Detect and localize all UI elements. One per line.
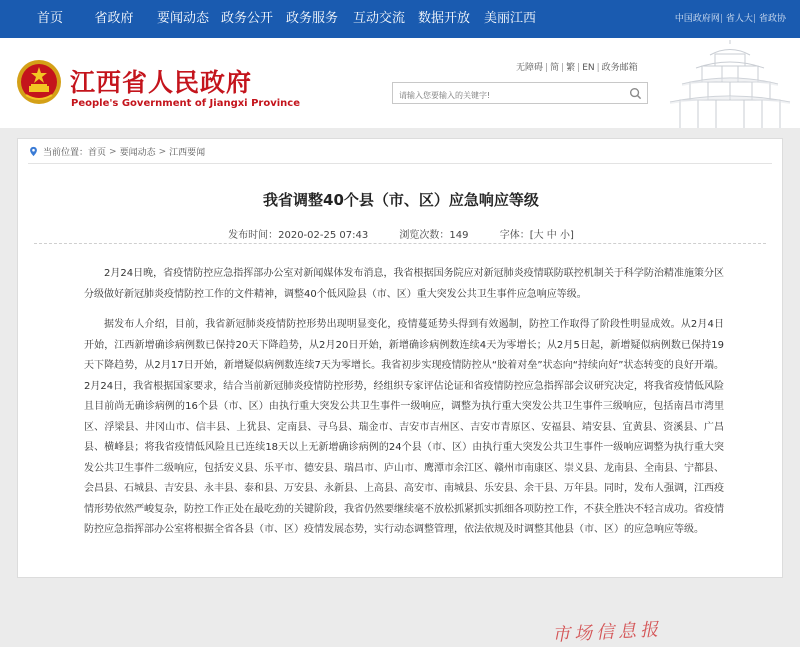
search-icon [629, 87, 642, 100]
nav-item-beautiful-jiangxi[interactable]: 美丽江西 [483, 11, 536, 26]
link-gov-mail[interactable]: 政务邮箱 [601, 63, 638, 73]
national-emblem-icon [16, 59, 62, 105]
article-body [84, 264, 724, 551]
link-simplified[interactable]: 简 [550, 63, 560, 73]
search-input[interactable] [393, 86, 617, 106]
top-right-links: 中国政府网| 省人大| 省政协 [674, 14, 786, 24]
breadcrumb-prefix: 当前位置： [43, 148, 89, 158]
link-provincial-congress[interactable]: 省人大 [725, 14, 753, 24]
search-box [392, 82, 648, 104]
article-title: 我省调整40个县（市、区）应急响应等级 [263, 191, 539, 209]
nav-item-news[interactable]: 要闻动态 [156, 11, 209, 26]
nav-item-home[interactable]: 首页 [36, 11, 63, 26]
location-pin-icon [28, 146, 39, 157]
nav-item-open-data[interactable]: 数据开放 [417, 11, 470, 26]
breadcrumb: 当前位置： 首页 > 要闻动态 > 江西要闻 [28, 145, 205, 158]
nav-item-interaction[interactable]: 互动交流 [352, 11, 405, 26]
article-paragraph: 2月24日晚，省疫情防控应急指挥部办公室对新闻媒体发布消息，我省根据国务院应对新冠肺炎疫情联防联控机制关于科学防治精准施策分区分级做好新冠肺炎疫情防控工作的文件精神，调整40个低风险县（市、区）重大突发公共卫生事件应急响应等级。 [84, 268, 724, 300]
font-size-control[interactable]: 字体：[大 中 小] [499, 230, 574, 241]
newspaper-watermark: 市场信息报 [551, 619, 663, 646]
link-traditional[interactable]: 繁 [566, 63, 576, 73]
nav-item-services[interactable]: 政务服务 [285, 11, 338, 26]
view-count: 浏览次数：149 [399, 230, 469, 241]
top-navigation [0, 0, 800, 38]
article-card [17, 138, 783, 646]
breadcrumb-jiangxi-news[interactable]: 江西要闻 [169, 148, 206, 158]
article-meta [18, 226, 784, 241]
link-accessibility[interactable]: 无障碍 [516, 63, 544, 73]
site-subtitle: People's Government of Jiangxi Province [71, 98, 300, 109]
link-china-gov[interactable]: 中国政府网 [674, 14, 720, 24]
meta-divider [34, 243, 766, 244]
publish-time: 发布时间：2020-02-25 07:43 [228, 230, 369, 241]
breadcrumb-news[interactable]: 要闻动态 [119, 148, 156, 158]
breadcrumb-home[interactable]: 首页 [88, 148, 107, 158]
tengwang-pavilion-illustration [660, 40, 800, 128]
article-paragraph: 据发布人介绍，目前，我省新冠肺炎疫情防控形势出现明显变化，疫情蔓延势头得到有效遏制，防控工作取得了阶段性明显成效。从2月4日开始，江西新增确诊病例数已保持20天下降趋势，从2月20日开始，新增确诊病例数连续4天为零增长；从2月5日起，新增疑似病例数已保持19天下降趋势，从2月17日开始，新增疑似病例数连续7天为零增长。我省初步实现疫情防控从“胶着对垒”状态向“持续向好”状态转变的良好开端。2月24日，我省根据国家要求，结合当前新冠肺炎疫情防控形势，经组织专家评估论证和省疫情防控应急指挥部会议研究决定，将我省疫情低风险且目前尚无确诊病例的16个县（市、区）由执行重大突发公共卫生事件一级响应，调整为执行重大突发公共卫生事件三级响应，包括南昌市湾里区、浮梁县、井冈山市、信丰县、上犹县、定南县、寻乌县、瑞金市、吉安市吉州区、吉安市青原区、安福县、靖安县、宜黄县、资溪县、广昌县、横峰县；将我省疫情低风险且已连续18天以上无新增确诊病例的24个县（市、区）由执行重大突发公共卫生事件一级响应调整为执行重大突发公共卫生事件二级响应，包括安义县、乐平市、德安县、瑞昌市、庐山市、鹰潭市余江区、赣州市南康区、崇义县、龙南县、全南县、宁都县、会昌县、石城县、吉安县、永丰县、泰和县、万安县、永新县、上高县、高安市、南城县、乐安县、余干县、万年县。同时，发布人强调，江西疫情形势依然严峻复杂，防控工作正处在最吃劲的关键阶段，我省仍然要继续毫不放松抓紧抓实抓细各项防控工作，不获全胜决不轻言成功。省疫情防控应急指挥部办公室将根据全省各县（市、区）疫情发展态势，实行动态调整管理，依法依规及时调整其他县（市、区）的应急响应等级。 [84, 319, 724, 535]
nav-item-gov-affairs[interactable]: 政务公开 [220, 11, 273, 26]
site-title[interactable]: 江西省人民政府 [70, 68, 253, 97]
nav-item-government[interactable]: 省政府 [94, 11, 134, 26]
search-button[interactable] [623, 83, 647, 103]
utility-links: 无障碍 | 简 | 繁 | EN | 政务邮箱 [516, 63, 638, 73]
link-english[interactable]: EN [582, 63, 595, 73]
breadcrumb-divider [28, 163, 772, 164]
site-header [0, 38, 800, 128]
link-cppcc[interactable]: 省政协 [758, 14, 786, 24]
